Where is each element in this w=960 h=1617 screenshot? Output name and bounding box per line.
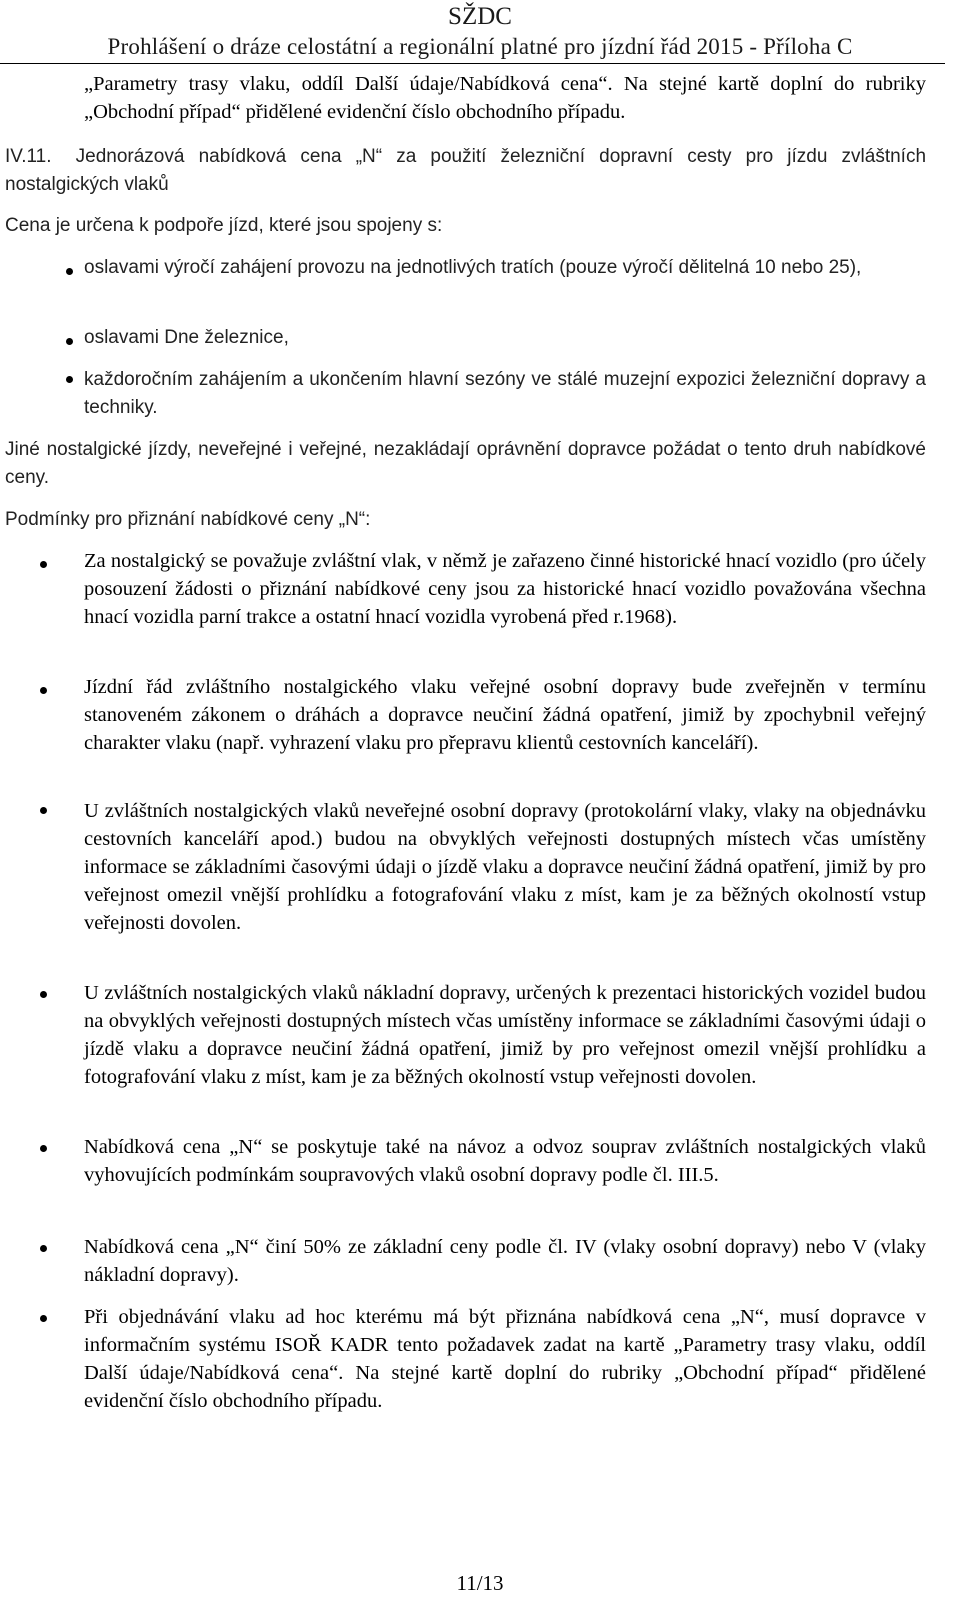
bullet-dot [40, 807, 47, 814]
condition-item: Jízdní řád zvláštního nostalgického vlaku veřejné osobní dopravy bude zveřejněn v termínu stanoveném zákonem o dráhách a dopravce neučiní žádná opatření, jimiž by zpochybnil veřejný charakter vlaku (např. vyhrazení vlaku pro přepravu klientů cestovních kanceláří). [84, 676, 926, 754]
section-number: IV.11. [5, 146, 52, 167]
condition-item: U zvláštních nostalgických vlaků nákladní dopravy, určených k prezentaci historických vozidel budou na obvyklých veřejnosti dostupných místech včas umístěny informace se základními časovými údaji o jízdě vlaku a dopravce neučiní žádná opatření, jimiž by pro veřejnost omezil vnější prohlídku a fotografování vlaku z míst, kam je za běžných okolností vstup veřejnosti dovolen. [84, 982, 926, 1088]
bullet-dot [40, 1245, 47, 1252]
condition-item: Nabídková cena „N“ činí 50% ze základní ceny podle čl. IV (vlaky osobní dopravy) nebo V (vlaky nákladní dopravy). [84, 1236, 926, 1286]
continuation-paragraph: „Parametry trasy vlaku, oddíl Další údaje/Nabídková cena“. Na stejné kartě doplní do rubriky „Obchodní případ“ přidělené evidenční číslo obchodního případu. [84, 73, 926, 123]
page-number: 11/13 [456, 1571, 504, 1595]
bullet-dot [66, 338, 73, 345]
purpose-item: oslavami Dne železnice, [84, 327, 289, 348]
bullet-dot [40, 991, 47, 998]
bullet-dot [40, 1315, 47, 1322]
condition-item: U zvláštních nostalgických vlaků neveřejné osobní dopravy (protokolární vlaky, vlaky na objednávku cestovních kanceláří apod.) budou na obvyklých veřejnosti dostupných místech včas umístěny informace se základními časovými údaji o jízdě vlaku a dopravce neučiní žádná opatření, jimiž by pro veřejnost omezil vnější prohlídku a fotografování vlaku z míst, kam je za běžných okolností vstup veřejnosti dovolen. [84, 800, 926, 934]
other-rides-text: Jiné nostalgické jízdy, neveřejné i veřejné, nezakládají oprávnění dopravce požádat o tento druh nabídkové ceny. [5, 439, 926, 488]
bullet-dot [66, 268, 73, 275]
section-heading [5, 143, 926, 199]
bullet-dot [66, 376, 73, 383]
header-org: SŽDC [448, 3, 512, 30]
section-title: Jednorázová nabídková cena „N“ za použití železniční dopravní cesty pro jízdu zvláštních nostalgických vlaků [5, 146, 927, 195]
bullet-dot [40, 561, 47, 568]
conditions-heading: Podmínky pro přiznání nabídkové ceny „N“: [5, 509, 371, 530]
header-doc-title: Prohlášení o dráze celostátní a regionální platné pro jízdní řád 2015 - Příloha C [107, 34, 853, 59]
bullet-dot [40, 687, 47, 694]
condition-item: Za nostalgický se považuje zvláštní vlak, v němž je zařazeno činné historické hnací vozidlo (pro účely posouzení žádosti o přiznání nabídkové ceny jsou za historické hnací vozidlo považována všechna hnací vozidla parní trakce a ostatní hnací vozidla vyrobená před r.1968). [84, 550, 926, 628]
bullet-dot [40, 1145, 47, 1152]
condition-item: Při objednávání vlaku ad hoc kterému má být přiznána nabídková cena „N“, musí dopravce v informačním systému ISOŘ KADR tento požadavek zadat na kartě „Parametry trasy vlaku, oddíl Další údaje/Nabídková cena“. Na stejné kartě doplní do rubriky „Obchodní případ“ přidělené evidenční číslo obchodního případu. [84, 1306, 926, 1412]
purpose-item: oslavami výročí zahájení provozu na jednotlivých tratích (pouze výročí dělitelná 10 nebo 25), [84, 257, 862, 278]
condition-item: Nabídková cena „N“ se poskytuje také na návoz a odvoz souprav zvláštních nostalgických vlaků vyhovujících podmínkám soupravových vlaků osobní dopravy podle čl. III.5. [84, 1136, 926, 1186]
header-rule [0, 63, 945, 64]
intro-text: Cena je určena k podpoře jízd, které jsou spojeny s: [5, 215, 443, 236]
purpose-item: každoročním zahájením a ukončením hlavní sezóny ve stálé muzejní expozici železniční dopravy a techniky. [84, 369, 926, 418]
